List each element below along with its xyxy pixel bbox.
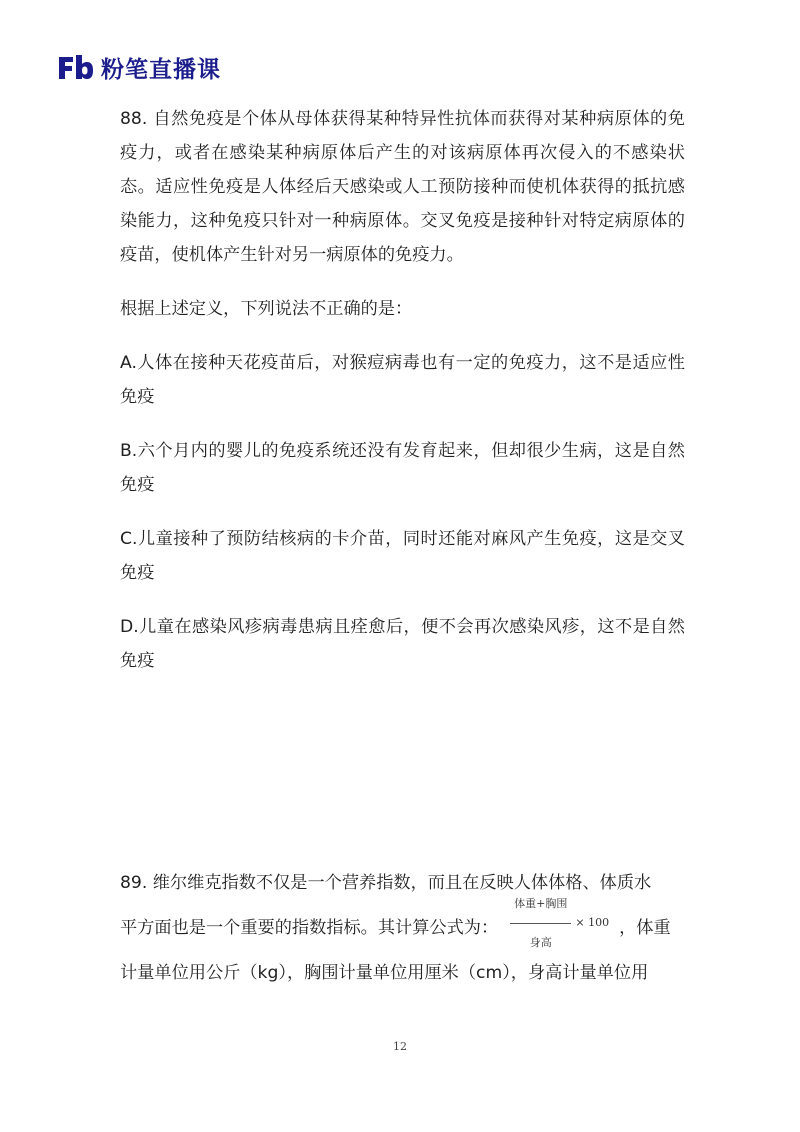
brand-name: 粉笔直播课 [101, 56, 221, 83]
formula-fraction [510, 887, 571, 960]
question-88 [120, 102, 685, 698]
fenbi-logo-icon [57, 53, 95, 81]
page-number: 12 [393, 1040, 407, 1053]
question-88-stem: 88. 自然免疫是个体从母体获得某种特异性抗体而获得对某种病原体的免疫力，或者在感染某种病原体后产生的对该病原体再次侵入的不感染状态。适应性免疫是人体经后天感染或人工预防接种而使机体获得的抵抗感染能力，这种免疫只针对一种病原体。交叉免疫是接种针对特定病原体的疫苗，使机体产生针对另一病原体的免疫力。 [120, 109, 685, 265]
question-89-line-2-tail: ，体重 [619, 918, 671, 938]
question-89 [120, 866, 685, 990]
option-c: C.儿童接种了预防结核病的卡介苗，同时还能对麻风产生免疫，这是交叉免疫 [120, 529, 685, 583]
option-d: D.儿童在感染风疹病毒患病且痊愈后，便不会再次感染风疹，这不是自然免疫 [120, 617, 685, 671]
formula-numerator: 体重+胸围 [510, 887, 571, 924]
formula-multiplier: × 100 [575, 916, 610, 929]
brand-logo [57, 52, 221, 82]
question-88-ask: 根据上述定义，下列说法不正确的是： [120, 299, 413, 319]
option-b: B.六个月内的婴儿的免疫系统还没有发育起来，但却很少生病，这是自然免疫 [120, 441, 685, 495]
formula-denominator: 身高 [529, 935, 552, 949]
question-89-line-2-text: 平方面也是一个重要的指数指标。其计算公式为： [120, 918, 499, 938]
option-a: A.人体在接种天花疫苗后，对猴痘病毒也有一定的免疫力，这不是适应性免疫 [120, 353, 685, 407]
question-89-line-1: 89. 维尔维克指数不仅是一个营养指数，而且在反映人体体格、体质水 [120, 873, 652, 893]
question-89-formula-line [120, 896, 685, 956]
question-89-line-3: 计量单位用公斤（kg），胸围计量单位用厘米（cm），身高计量单位用 [120, 963, 649, 983]
